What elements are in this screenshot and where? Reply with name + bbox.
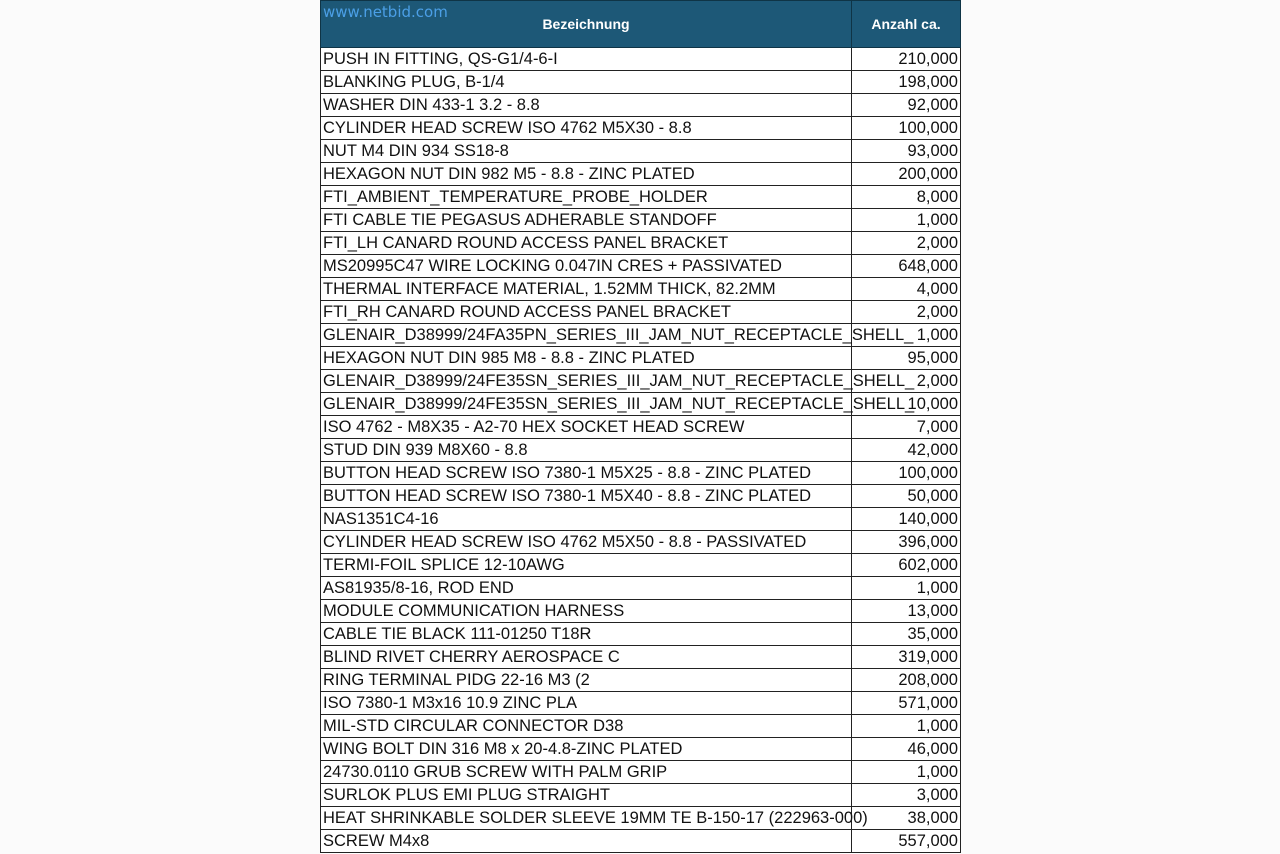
item-qty-cell: 1,000 <box>852 577 961 600</box>
header-name-label: Bezeichnung <box>542 16 630 32</box>
item-name-cell: TERMI-FOIL SPLICE 12-10AWG <box>321 554 852 577</box>
item-name-cell: FTI_AMBIENT_TEMPERATURE_PROBE_HOLDER <box>321 186 852 209</box>
item-name-cell: BUTTON HEAD SCREW ISO 7380-1 M5X25 - 8.8 - ZINC PLATED <box>321 462 852 485</box>
item-qty-cell: 208,000 <box>852 669 961 692</box>
item-name-cell: THERMAL INTERFACE MATERIAL, 1.52MM THICK, 82.2MM <box>321 278 852 301</box>
item-qty-cell: 2,000 <box>852 232 961 255</box>
table-row <box>321 623 961 646</box>
header-name-cell <box>321 1 852 48</box>
table-row <box>321 416 961 439</box>
table-row <box>321 324 961 347</box>
item-qty-cell: 2,000 <box>852 301 961 324</box>
item-name-cell: SCREW M4x8 <box>321 830 852 853</box>
table-row <box>321 646 961 669</box>
item-qty-cell: 100,000 <box>852 117 961 140</box>
table-row <box>321 669 961 692</box>
item-name-cell: GLENAIR_D38999/24FE35SN_SERIES_III_JAM_NUT_RECEPTACLE_SHELL_ <box>321 370 852 393</box>
item-qty-cell: 140,000 <box>852 508 961 531</box>
item-name-cell: BLIND RIVET CHERRY AEROSPACE C <box>321 646 852 669</box>
table-row <box>321 370 961 393</box>
table-row <box>321 807 961 830</box>
table-row <box>321 301 961 324</box>
item-name-cell: CYLINDER HEAD SCREW ISO 4762 M5X30 - 8.8 <box>321 117 852 140</box>
table-row <box>321 163 961 186</box>
item-qty-cell: 571,000 <box>852 692 961 715</box>
item-qty-cell: 42,000 <box>852 439 961 462</box>
header-row <box>321 1 961 48</box>
table-row <box>321 209 961 232</box>
table-row <box>321 71 961 94</box>
table-body <box>321 48 961 853</box>
item-name-cell: NUT M4 DIN 934 SS18-8 <box>321 140 852 163</box>
item-qty-cell: 10,000 <box>852 393 961 416</box>
item-name-cell: PUSH IN FITTING, QS-G1/4-6-I <box>321 48 852 71</box>
item-qty-cell: 35,000 <box>852 623 961 646</box>
item-name-cell: NAS1351C4-16 <box>321 508 852 531</box>
item-name-cell: 24730.0110 GRUB SCREW WITH PALM GRIP <box>321 761 852 784</box>
table-row <box>321 232 961 255</box>
item-qty-cell: 1,000 <box>852 715 961 738</box>
item-name-cell: ISO 4762 - M8X35 - A2-70 HEX SOCKET HEAD SCREW <box>321 416 852 439</box>
table-row <box>321 531 961 554</box>
item-name-cell: WING BOLT DIN 316 M8 x 20-4.8-ZINC PLATED <box>321 738 852 761</box>
item-name-cell: CYLINDER HEAD SCREW ISO 4762 M5X50 - 8.8 - PASSIVATED <box>321 531 852 554</box>
item-qty-cell: 1,000 <box>852 761 961 784</box>
item-name-cell: WASHER DIN 433-1 3.2 - 8.8 <box>321 94 852 117</box>
item-qty-cell: 2,000 <box>852 370 961 393</box>
table-row <box>321 48 961 71</box>
item-qty-cell: 46,000 <box>852 738 961 761</box>
item-qty-cell: 602,000 <box>852 554 961 577</box>
item-qty-cell: 100,000 <box>852 462 961 485</box>
item-name-cell: MS20995C47 WIRE LOCKING 0.047IN CRES + PASSIVATED <box>321 255 852 278</box>
table-row <box>321 554 961 577</box>
item-qty-cell: 95,000 <box>852 347 961 370</box>
item-name-cell: CABLE TIE BLACK 111-01250 T18R <box>321 623 852 646</box>
item-qty-cell: 198,000 <box>852 71 961 94</box>
item-name-cell: FTI CABLE TIE PEGASUS ADHERABLE STANDOFF <box>321 209 852 232</box>
item-name-cell: FTI_LH CANARD ROUND ACCESS PANEL BRACKET <box>321 232 852 255</box>
parts-table <box>320 0 961 853</box>
table-row <box>321 439 961 462</box>
item-qty-cell: 200,000 <box>852 163 961 186</box>
item-qty-cell: 50,000 <box>852 485 961 508</box>
table-row <box>321 117 961 140</box>
table-row <box>321 738 961 761</box>
table-row <box>321 715 961 738</box>
item-qty-cell: 38,000 <box>852 807 961 830</box>
table-row <box>321 278 961 301</box>
item-qty-cell: 1,000 <box>852 324 961 347</box>
item-name-cell: ISO 7380-1 M3x16 10.9 ZINC PLA <box>321 692 852 715</box>
item-name-cell: AS81935/8-16, ROD END <box>321 577 852 600</box>
table-row <box>321 761 961 784</box>
table-row <box>321 692 961 715</box>
table-row <box>321 462 961 485</box>
table-row <box>321 347 961 370</box>
table-row <box>321 94 961 117</box>
table-row <box>321 255 961 278</box>
table-row <box>321 600 961 623</box>
item-qty-cell: 648,000 <box>852 255 961 278</box>
table-row <box>321 186 961 209</box>
item-name-cell: STUD DIN 939 M8X60 - 8.8 <box>321 439 852 462</box>
table-row <box>321 830 961 853</box>
table-row <box>321 485 961 508</box>
item-qty-cell: 4,000 <box>852 278 961 301</box>
item-qty-cell: 13,000 <box>852 600 961 623</box>
item-name-cell: FTI_RH CANARD ROUND ACCESS PANEL BRACKET <box>321 301 852 324</box>
item-qty-cell: 8,000 <box>852 186 961 209</box>
item-qty-cell: 210,000 <box>852 48 961 71</box>
item-qty-cell: 1,000 <box>852 209 961 232</box>
table-row <box>321 140 961 163</box>
item-qty-cell: 396,000 <box>852 531 961 554</box>
item-qty-cell: 557,000 <box>852 830 961 853</box>
watermark-text: www.netbid.com <box>323 3 448 21</box>
item-qty-cell: 7,000 <box>852 416 961 439</box>
table-row <box>321 784 961 807</box>
parts-sheet <box>320 0 960 854</box>
item-name-cell: BUTTON HEAD SCREW ISO 7380-1 M5X40 - 8.8 - ZINC PLATED <box>321 485 852 508</box>
table-header <box>321 1 961 48</box>
item-qty-cell: 3,000 <box>852 784 961 807</box>
header-qty-label: Anzahl ca. <box>871 16 941 32</box>
item-qty-cell: 92,000 <box>852 94 961 117</box>
item-name-cell: HEAT SHRINKABLE SOLDER SLEEVE 19MM TE B-150-17 (222963-000) <box>321 807 852 830</box>
item-name-cell: HEXAGON NUT DIN 982 M5 - 8.8 - ZINC PLATED <box>321 163 852 186</box>
header-qty-cell <box>852 1 961 48</box>
item-qty-cell: 319,000 <box>852 646 961 669</box>
item-name-cell: GLENAIR_D38999/24FA35PN_SERIES_III_JAM_NUT_RECEPTACLE_SHELL_ <box>321 324 852 347</box>
item-name-cell: RING TERMINAL PIDG 22-16 M3 (2 <box>321 669 852 692</box>
item-qty-cell: 93,000 <box>852 140 961 163</box>
item-name-cell: MIL-STD CIRCULAR CONNECTOR D38 <box>321 715 852 738</box>
table-row <box>321 577 961 600</box>
item-name-cell: MODULE COMMUNICATION HARNESS <box>321 600 852 623</box>
item-name-cell: BLANKING PLUG, B-1/4 <box>321 71 852 94</box>
table-row <box>321 508 961 531</box>
item-name-cell: GLENAIR_D38999/24FE35SN_SERIES_III_JAM_NUT_RECEPTACLE_SHELL_ <box>321 393 852 416</box>
item-name-cell: SURLOK PLUS EMI PLUG STRAIGHT <box>321 784 852 807</box>
table-row <box>321 393 961 416</box>
item-name-cell: HEXAGON NUT DIN 985 M8 - 8.8 - ZINC PLATED <box>321 347 852 370</box>
